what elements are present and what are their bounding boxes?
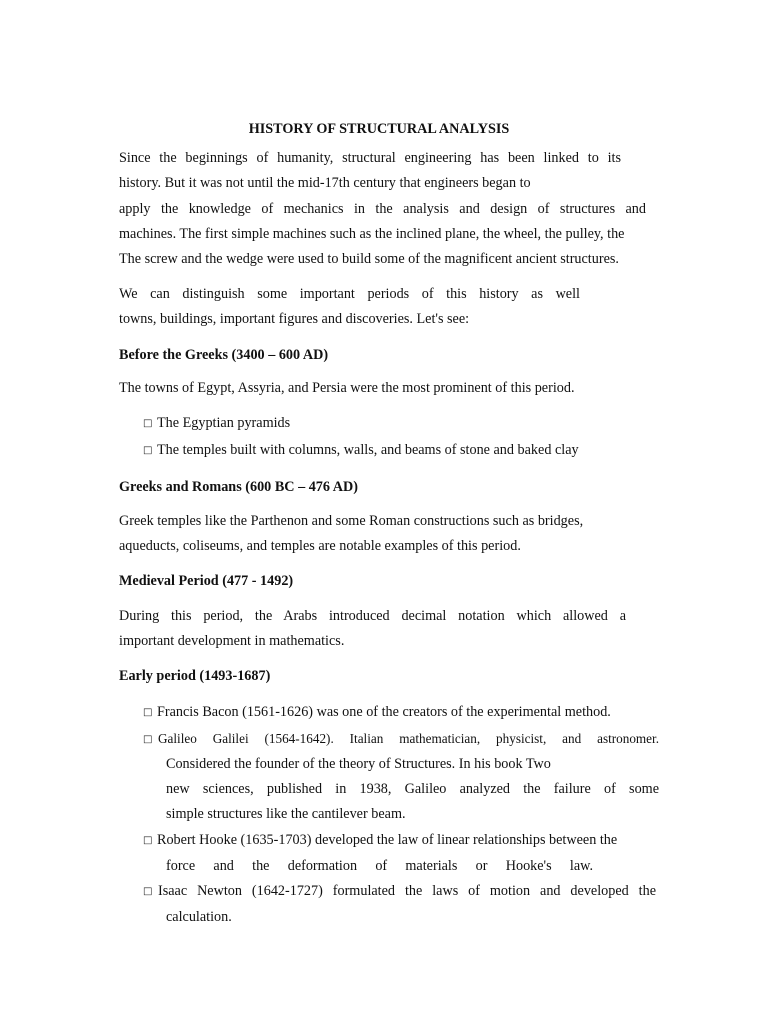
bullet-square-icon: □ <box>143 835 153 846</box>
bullet-continuation: simple structures like the cantilever beam. <box>166 806 406 822</box>
intro-paragraph-line: apply the knowledge of mechanics in the analysis and design of structures and <box>119 201 646 217</box>
bullet-text: Galileo Galilei (1564-1642). Italian mathematician, physicist, and astronomer. <box>158 731 659 746</box>
bullet-item <box>143 882 656 901</box>
section-text: Greek temples like the Parthenon and some Roman constructions such as bridges, <box>119 513 584 529</box>
section-text: The towns of Egypt, Assyria, and Persia were the most prominent of this period. <box>119 380 575 396</box>
bullet-text: The temples built with columns, walls, and beams of stone and baked clay <box>157 442 579 458</box>
intro-paragraph-line: history. But it was not until the mid-17th century that engineers began to <box>119 175 531 191</box>
bullet-continuation: force and the deformation of materials or Hooke's law. <box>166 858 593 874</box>
bullet-item <box>143 703 611 722</box>
bullet-text: The Egyptian pyramids <box>157 415 291 431</box>
bullet-square-icon: □ <box>143 886 153 897</box>
bullet-item <box>143 441 579 460</box>
bullet-text: Isaac Newton (1642-1727) formulated the laws of motion and developed the <box>158 883 656 899</box>
bullet-square-icon: □ <box>143 707 153 718</box>
section-text: aqueducts, coliseums, and temples are notable examples of this period. <box>119 538 521 554</box>
section-heading: Before the Greeks (3400 – 600 AD) <box>119 347 329 363</box>
intro-paragraph-line: Since the beginnings of humanity, structural engineering has been linked to its <box>119 150 621 166</box>
bullet-square-icon: □ <box>143 445 153 456</box>
bullet-square-icon: □ <box>143 418 153 429</box>
intro-paragraph-line: towns, buildings, important figures and discoveries. Let's see: <box>119 311 470 327</box>
bullet-continuation: calculation. <box>166 909 232 925</box>
bullet-continuation: Considered the founder of the theory of Structures. In his book Two <box>166 756 551 772</box>
section-text: During this period, the Arabs introduced decimal notation which allowed a <box>119 608 626 624</box>
section-text: important development in mathematics. <box>119 633 345 649</box>
bullet-item <box>143 831 617 850</box>
section-heading: Early period (1493-1687) <box>119 668 271 684</box>
intro-paragraph-line: machines. The first simple machines such as the inclined plane, the wheel, the pulley, the <box>119 226 625 242</box>
bullet-text: Robert Hooke (1635-1703) developed the law of linear relationships between the <box>157 832 618 848</box>
section-heading: Greeks and Romans (600 BC – 476 AD) <box>119 479 358 495</box>
bullet-continuation: new sciences, published in 1938, Galileo analyzed the failure of some <box>166 781 659 797</box>
section-heading: Medieval Period (477 - 1492) <box>119 573 294 589</box>
intro-paragraph-line: The screw and the wedge were used to build some of the magnificent ancient structures. <box>119 251 619 267</box>
document-title: HISTORY OF STRUCTURAL ANALYSIS <box>248 121 510 137</box>
bullet-item <box>143 730 659 749</box>
bullet-text: Francis Bacon (1561-1626) was one of the creators of the experimental method. <box>157 704 611 720</box>
intro-paragraph-line: We can distinguish some important periods of this history as well <box>119 286 580 302</box>
bullet-item <box>143 414 290 433</box>
bullet-square-icon: □ <box>143 734 153 745</box>
